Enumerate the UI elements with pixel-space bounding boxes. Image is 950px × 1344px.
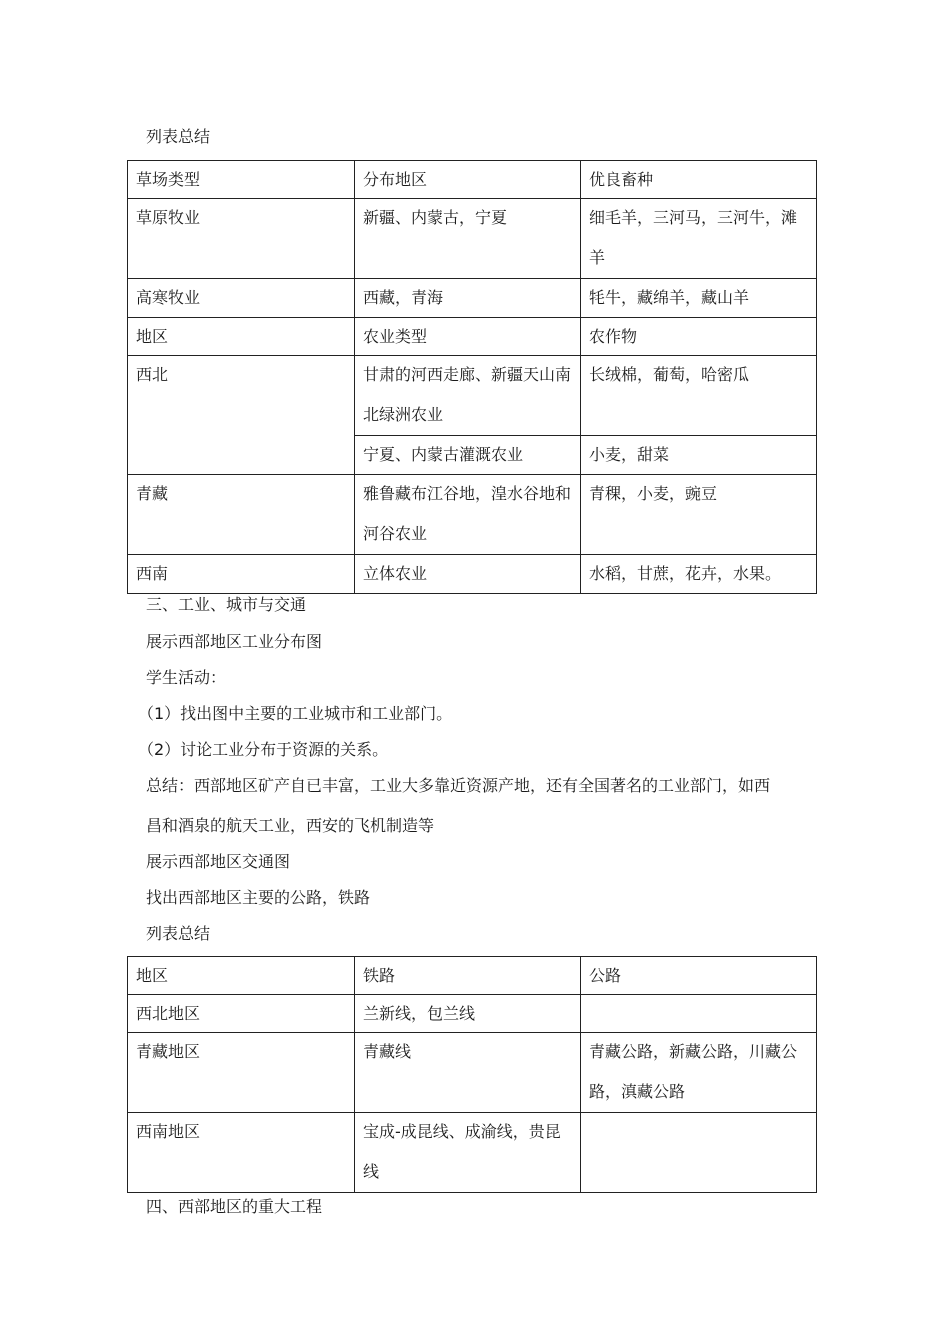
table-row bbox=[128, 995, 817, 1033]
table-cell bbox=[581, 1113, 817, 1193]
table-cell: 地区 bbox=[128, 957, 355, 995]
table-row bbox=[128, 957, 817, 995]
text-line: 学生活动： bbox=[146, 668, 227, 687]
table-row bbox=[128, 356, 817, 436]
table-row bbox=[128, 318, 817, 356]
table-cell: 草场类型 bbox=[128, 161, 355, 199]
section-heading-list-summary: 列表总结 bbox=[146, 924, 211, 943]
table-row bbox=[128, 1033, 817, 1113]
text-line: （2）讨论工业分布于资源的关系。 bbox=[138, 740, 389, 759]
transport-table bbox=[127, 956, 817, 1193]
table-cell: 兰新线，包兰线 bbox=[355, 995, 581, 1033]
table-cell: 水稻，甘蔗，花卉，水果。 bbox=[581, 555, 817, 594]
table-cell: 西北地区 bbox=[128, 995, 355, 1033]
table-cell: 农业类型 bbox=[355, 318, 581, 356]
table-row bbox=[128, 199, 817, 279]
table-row bbox=[128, 555, 817, 594]
table-cell: 西南 bbox=[128, 555, 355, 594]
text-line: （1）找出图中主要的工业城市和工业部门。 bbox=[138, 704, 453, 723]
section-heading-industry: 三、工业、城市与交通 bbox=[146, 595, 307, 614]
table-cell: 优良畜种 bbox=[581, 161, 817, 199]
table-cell: 分布地区 bbox=[355, 161, 581, 199]
pasture-agriculture-table bbox=[127, 160, 817, 594]
table-row bbox=[128, 161, 817, 199]
table-row bbox=[128, 279, 817, 318]
table-cell: 西南地区 bbox=[128, 1113, 355, 1193]
table-cell: 地区 bbox=[128, 318, 355, 356]
table-cell bbox=[581, 995, 817, 1033]
table-cell: 宝成-成昆线、成渝线，贵昆线 bbox=[355, 1113, 581, 1193]
table-cell: 小麦，甜菜 bbox=[581, 436, 817, 475]
table-cell: 青稞，小麦，豌豆 bbox=[581, 475, 817, 555]
table-cell: 牦牛，藏绵羊，藏山羊 bbox=[581, 279, 817, 318]
table-cell: 长绒棉，葡萄，哈密瓜 bbox=[581, 356, 817, 436]
section-heading-list-summary: 列表总结 bbox=[146, 127, 211, 146]
table-cell: 青藏线 bbox=[355, 1033, 581, 1113]
table-cell: 青藏 bbox=[128, 475, 355, 555]
table-cell: 西藏，青海 bbox=[355, 279, 581, 318]
table-cell: 高寒牧业 bbox=[128, 279, 355, 318]
table-cell: 铁路 bbox=[355, 957, 581, 995]
table-cell: 立体农业 bbox=[355, 555, 581, 594]
table-cell: 草原牧业 bbox=[128, 199, 355, 279]
text-line: 找出西部地区主要的公路，铁路 bbox=[146, 888, 371, 907]
text-line: 昌和酒泉的航天工业，西安的飞机制造等 bbox=[146, 816, 435, 835]
text-line: 总结：西部地区矿产自已丰富，工业大多靠近资源产地，还有全国著名的工业部门，如西 bbox=[146, 776, 771, 795]
table-cell: 新疆、内蒙古，宁夏 bbox=[355, 199, 581, 279]
table-cell: 青藏地区 bbox=[128, 1033, 355, 1113]
table-cell: 细毛羊，三河马，三河牛，滩羊 bbox=[581, 199, 817, 279]
section-heading-major-projects: 四、西部地区的重大工程 bbox=[146, 1197, 323, 1216]
table-cell: 公路 bbox=[581, 957, 817, 995]
table-cell: 甘肃的河西走廊、新疆天山南北绿洲农业 bbox=[355, 356, 581, 436]
table-cell: 雅鲁藏布江谷地，湟水谷地和河谷农业 bbox=[355, 475, 581, 555]
table-cell: 宁夏、内蒙古灌溉农业 bbox=[355, 436, 581, 475]
text-line: 展示西部地区交通图 bbox=[146, 852, 291, 871]
table-row bbox=[128, 475, 817, 555]
table-cell: 农作物 bbox=[581, 318, 817, 356]
table-row bbox=[128, 1113, 817, 1193]
table-cell: 西北 bbox=[128, 356, 355, 475]
table-cell: 青藏公路，新藏公路，川藏公路，滇藏公路 bbox=[581, 1033, 817, 1113]
text-line: 展示西部地区工业分布图 bbox=[146, 632, 323, 651]
